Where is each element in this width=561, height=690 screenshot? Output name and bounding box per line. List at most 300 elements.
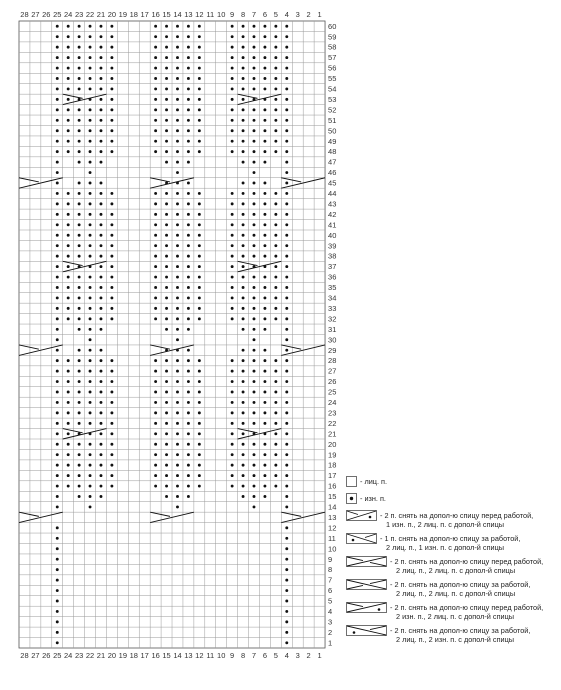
purl-dot <box>110 464 113 467</box>
legend-item-cable-4-front-purl <box>346 602 558 625</box>
purl-dot <box>242 370 245 373</box>
purl-dot <box>231 464 234 467</box>
purl-dot <box>176 98 179 101</box>
purl-dot <box>89 56 92 59</box>
purl-dot <box>154 140 157 143</box>
purl-dot <box>100 296 103 299</box>
purl-dot <box>89 443 92 446</box>
purl-dot <box>89 317 92 320</box>
row-number: 21 <box>328 429 337 439</box>
purl-dot <box>263 35 266 38</box>
purl-dot <box>165 87 168 90</box>
column-number: 4 <box>284 10 289 19</box>
purl-dot <box>231 98 234 101</box>
purl-dot <box>165 192 168 195</box>
purl-dot <box>274 359 277 362</box>
purl-dot <box>89 422 92 425</box>
purl-dot <box>67 46 70 49</box>
purl-dot <box>198 286 201 289</box>
purl-dot <box>67 359 70 362</box>
purl-dot <box>56 495 59 498</box>
purl-dot <box>285 589 288 592</box>
purl-dot <box>56 370 59 373</box>
purl-dot <box>231 46 234 49</box>
purl-dot <box>56 25 59 28</box>
purl-dot <box>253 276 256 279</box>
purl-dot <box>154 108 157 111</box>
purl-dot <box>231 296 234 299</box>
purl-dot <box>154 474 157 477</box>
purl-dot <box>67 129 70 132</box>
purl-dot <box>89 161 92 164</box>
purl-dot <box>56 485 59 488</box>
purl-dot <box>231 223 234 226</box>
purl-dot <box>263 234 266 237</box>
purl-dot <box>263 140 266 143</box>
purl-dot <box>100 244 103 247</box>
purl-dot <box>242 443 245 446</box>
purl-dot <box>253 401 256 404</box>
purl-dot <box>78 370 81 373</box>
purl-dot <box>89 276 92 279</box>
purl-dot <box>253 443 256 446</box>
purl-dot <box>285 505 288 508</box>
purl-dot <box>100 453 103 456</box>
purl-dot <box>56 568 59 571</box>
purl-dot <box>274 265 277 268</box>
column-number: 27 <box>31 10 40 19</box>
purl-dot <box>285 182 288 185</box>
row-number: 15 <box>328 492 337 502</box>
purl-dot <box>242 87 245 90</box>
purl-dot <box>56 547 59 550</box>
row-number: 17 <box>328 471 337 481</box>
purl-dot <box>253 171 256 174</box>
purl-dot <box>100 391 103 394</box>
purl-dot <box>263 296 266 299</box>
purl-dot <box>274 202 277 205</box>
purl-dot <box>110 244 113 247</box>
legend-item-cable-3-front <box>346 510 558 533</box>
purl-dot <box>56 98 59 101</box>
purl-dot <box>285 411 288 414</box>
column-number: 16 <box>151 10 160 19</box>
purl-dot <box>187 87 190 90</box>
purl-dot <box>100 119 103 122</box>
purl-dot <box>231 56 234 59</box>
purl-dot <box>176 338 179 341</box>
purl-dot <box>263 349 266 352</box>
column-number: 11 <box>206 10 215 19</box>
purl-dot <box>78 328 81 331</box>
purl-dot <box>242 119 245 122</box>
purl-dot <box>285 56 288 59</box>
purl-dot <box>198 422 201 425</box>
purl-dot <box>176 380 179 383</box>
purl-dot <box>198 317 201 320</box>
purl-dot <box>67 464 70 467</box>
purl-dot <box>56 453 59 456</box>
row-number: 59 <box>328 32 337 42</box>
purl-dot <box>89 98 92 101</box>
purl-dot <box>187 119 190 122</box>
purl-dot <box>198 265 201 268</box>
purl-dot <box>78 234 81 237</box>
row-number: 46 <box>328 168 337 178</box>
purl-dot <box>89 244 92 247</box>
purl-dot <box>165 432 168 435</box>
purl-dot <box>187 161 190 164</box>
chart-legend <box>346 476 558 648</box>
purl-dot <box>263 328 266 331</box>
purl-dot <box>231 411 234 414</box>
purl-dot <box>100 25 103 28</box>
purl-dot <box>263 265 266 268</box>
purl-dot <box>89 370 92 373</box>
purl-dot <box>110 234 113 237</box>
purl-dot <box>100 359 103 362</box>
purl-dot <box>176 370 179 373</box>
purl-dot <box>198 140 201 143</box>
column-number: 3 <box>295 651 300 660</box>
column-number: 15 <box>162 651 171 660</box>
row-number: 3 <box>328 617 333 627</box>
row-number: 35 <box>328 283 337 293</box>
purl-dot <box>263 87 266 90</box>
purl-dot <box>165 464 168 467</box>
purl-dot <box>154 359 157 362</box>
purl-dot <box>67 140 70 143</box>
purl-dot <box>285 265 288 268</box>
column-number: 26 <box>42 651 51 660</box>
purl-dot <box>110 35 113 38</box>
purl-dot <box>285 223 288 226</box>
purl-dot <box>89 119 92 122</box>
column-number: 28 <box>20 10 29 19</box>
purl-dot <box>242 192 245 195</box>
purl-dot <box>274 223 277 226</box>
purl-dot <box>263 56 266 59</box>
row-number: 18 <box>328 460 337 470</box>
purl-dot <box>154 223 157 226</box>
purl-dot <box>165 265 168 268</box>
purl-dot <box>176 307 179 310</box>
purl-dot <box>187 495 190 498</box>
purl-dot <box>263 46 266 49</box>
purl-dot <box>187 25 190 28</box>
purl-dot <box>187 56 190 59</box>
row-number: 11 <box>328 533 336 543</box>
purl-dot <box>89 380 92 383</box>
cable-4-back-purl-icon <box>346 625 388 637</box>
purl-dot <box>187 213 190 216</box>
purl-dot <box>176 359 179 362</box>
purl-dot <box>67 411 70 414</box>
purl-dot <box>285 98 288 101</box>
purl-dot <box>56 443 59 446</box>
purl-dot <box>176 464 179 467</box>
purl-dot <box>198 255 201 258</box>
purl-dot <box>78 192 81 195</box>
purl-dot <box>198 35 201 38</box>
row-number: 16 <box>328 481 337 491</box>
purl-dot <box>231 234 234 237</box>
purl-dot <box>263 213 266 216</box>
purl-dot <box>198 129 201 132</box>
purl-dot <box>187 255 190 258</box>
purl-dot <box>78 296 81 299</box>
purl-dot <box>285 161 288 164</box>
purl-dot <box>100 422 103 425</box>
purl-dot <box>231 25 234 28</box>
column-numbers-top <box>20 10 321 19</box>
purl-dot <box>274 370 277 373</box>
purl-dot <box>154 35 157 38</box>
purl-dot <box>285 620 288 623</box>
purl-dot <box>165 370 168 373</box>
purl-dot <box>110 422 113 425</box>
purl-dot <box>67 213 70 216</box>
purl-dot <box>274 286 277 289</box>
purl-dot <box>89 485 92 488</box>
purl-dot <box>154 244 157 247</box>
purl-dot <box>78 380 81 383</box>
purl-dot <box>198 359 201 362</box>
purl-dot <box>187 370 190 373</box>
purl-dot <box>187 108 190 111</box>
purl-dot <box>263 161 266 164</box>
row-number: 55 <box>328 74 337 84</box>
purl-dot <box>263 25 266 28</box>
purl-dot <box>274 443 277 446</box>
purl-dot <box>100 213 103 216</box>
purl-dot <box>100 317 103 320</box>
purl-dot <box>285 317 288 320</box>
purl-dot <box>263 276 266 279</box>
purl-dot <box>110 67 113 70</box>
purl-dot <box>198 56 201 59</box>
purl-dot <box>242 317 245 320</box>
purl-dot <box>231 77 234 80</box>
row-number: 27 <box>328 366 337 376</box>
column-number: 9 <box>230 10 235 19</box>
purl-dot <box>198 432 201 435</box>
purl-dot <box>154 129 157 132</box>
purl-dot <box>242 453 245 456</box>
column-number: 1 <box>317 651 322 660</box>
purl-dot <box>154 422 157 425</box>
purl-dot <box>263 359 266 362</box>
purl-dot <box>187 296 190 299</box>
row-number: 29 <box>328 345 337 355</box>
purl-dot <box>198 411 201 414</box>
purl-dot <box>56 391 59 394</box>
purl-dot <box>187 411 190 414</box>
column-number: 7 <box>251 10 257 19</box>
purl-dot <box>187 349 190 352</box>
purl-dot <box>67 307 70 310</box>
purl-dot <box>56 255 59 258</box>
purl-dot <box>231 276 234 279</box>
purl-dot <box>176 67 179 70</box>
purl-dot <box>263 202 266 205</box>
purl-dot <box>56 558 59 561</box>
purl-dot <box>198 276 201 279</box>
purl-dot <box>100 276 103 279</box>
purl-dot <box>285 328 288 331</box>
purl-dot <box>78 150 81 153</box>
purl-dot <box>285 610 288 613</box>
purl-dot <box>110 223 113 226</box>
purl-dot <box>154 202 157 205</box>
row-number: 56 <box>328 63 337 73</box>
purl-dot <box>100 474 103 477</box>
purl-dot <box>253 338 256 341</box>
purl-dot <box>110 25 113 28</box>
purl-dot <box>187 150 190 153</box>
purl-dot <box>274 46 277 49</box>
purl-dot <box>110 443 113 446</box>
purl-dot <box>56 641 59 644</box>
purl-dot <box>78 67 81 70</box>
column-number: 4 <box>284 651 289 660</box>
purl-dot <box>89 77 92 80</box>
column-numbers-bottom <box>20 651 321 660</box>
legend-text: - изн. п. <box>360 494 386 503</box>
purl-dot <box>242 46 245 49</box>
purl-dot <box>165 67 168 70</box>
purl-dot <box>285 380 288 383</box>
row-number: 57 <box>328 53 337 63</box>
purl-dot <box>274 98 277 101</box>
purl-dot <box>154 485 157 488</box>
purl-dot <box>263 443 266 446</box>
column-number: 21 <box>96 10 106 19</box>
column-number: 6 <box>262 651 268 660</box>
row-number: 30 <box>328 335 337 345</box>
column-number: 20 <box>107 651 117 660</box>
purl-dot <box>198 25 201 28</box>
purl-dot <box>100 255 103 258</box>
purl-dot <box>274 244 277 247</box>
purl-dot <box>100 432 103 435</box>
purl-dot <box>67 276 70 279</box>
purl-dot <box>78 349 81 352</box>
purl-dot <box>56 150 59 153</box>
purl-dot <box>67 202 70 205</box>
purl-dot <box>67 234 70 237</box>
purl-dot <box>78 443 81 446</box>
purl-dot <box>231 474 234 477</box>
legend-item-cable-3-back <box>346 533 558 556</box>
purl-dot <box>67 255 70 258</box>
purl-dot <box>78 119 81 122</box>
purl-dot <box>242 108 245 111</box>
purl-dot <box>67 422 70 425</box>
purl-dot <box>231 391 234 394</box>
purl-dot <box>67 432 70 435</box>
purl-dot <box>231 485 234 488</box>
purl-dot <box>89 171 92 174</box>
purl-dot <box>78 56 81 59</box>
purl-dot <box>78 223 81 226</box>
purl-dot <box>274 67 277 70</box>
legend-text: 2 лиц. п., 2 лиц. п. с допол-й спицы <box>396 566 516 576</box>
purl-dot <box>285 129 288 132</box>
purl-dot <box>242 265 245 268</box>
cable-4-back-icon <box>346 579 388 591</box>
purl-dot <box>100 370 103 373</box>
purl-dot <box>89 25 92 28</box>
purl-dot <box>176 108 179 111</box>
purl-dot <box>89 67 92 70</box>
purl-dot <box>176 401 179 404</box>
purl-dot <box>110 265 113 268</box>
purl-dot <box>253 255 256 258</box>
purl-dot <box>263 98 266 101</box>
purl-dot <box>100 443 103 446</box>
row-number: 22 <box>328 418 337 428</box>
purl-dot <box>110 432 113 435</box>
column-number: 2 <box>306 10 311 19</box>
purl-dot <box>285 547 288 550</box>
purl-dot <box>56 108 59 111</box>
legend-item-cable-4-back <box>346 579 558 602</box>
purl-dot <box>56 359 59 362</box>
purl-dot <box>100 380 103 383</box>
purl-dot <box>242 150 245 153</box>
purl-dot <box>89 474 92 477</box>
purl-dot <box>253 296 256 299</box>
purl-dot <box>176 244 179 247</box>
purl-dot <box>165 296 168 299</box>
purl-dot <box>67 98 70 101</box>
purl-dot <box>110 401 113 404</box>
purl-dot <box>242 495 245 498</box>
purl-dot <box>165 119 168 122</box>
purl-dot <box>274 129 277 132</box>
purl-dot <box>242 391 245 394</box>
row-number: 8 <box>328 565 333 575</box>
purl-dot <box>274 485 277 488</box>
row-number: 34 <box>328 293 337 303</box>
purl-dot <box>253 67 256 70</box>
purl-dot <box>56 537 59 540</box>
purl-dot <box>187 35 190 38</box>
purl-dot <box>78 359 81 362</box>
purl-dot <box>110 276 113 279</box>
purl-dot <box>285 202 288 205</box>
purl-dot <box>165 223 168 226</box>
purl-dot <box>154 67 157 70</box>
purl-dot <box>67 87 70 90</box>
purl-dot <box>198 119 201 122</box>
purl-dot <box>100 161 103 164</box>
purl-dot <box>253 98 256 101</box>
purl-dot <box>285 474 288 477</box>
column-number: 23 <box>74 651 84 660</box>
purl-dot <box>253 453 256 456</box>
purl-dot <box>242 464 245 467</box>
purl-dot <box>285 359 288 362</box>
purl-dot <box>176 161 179 164</box>
purl-dot <box>154 87 157 90</box>
purl-dot <box>100 46 103 49</box>
purl-dot <box>89 223 92 226</box>
purl-dot <box>78 485 81 488</box>
purl-dot <box>198 46 201 49</box>
purl-dot <box>100 464 103 467</box>
